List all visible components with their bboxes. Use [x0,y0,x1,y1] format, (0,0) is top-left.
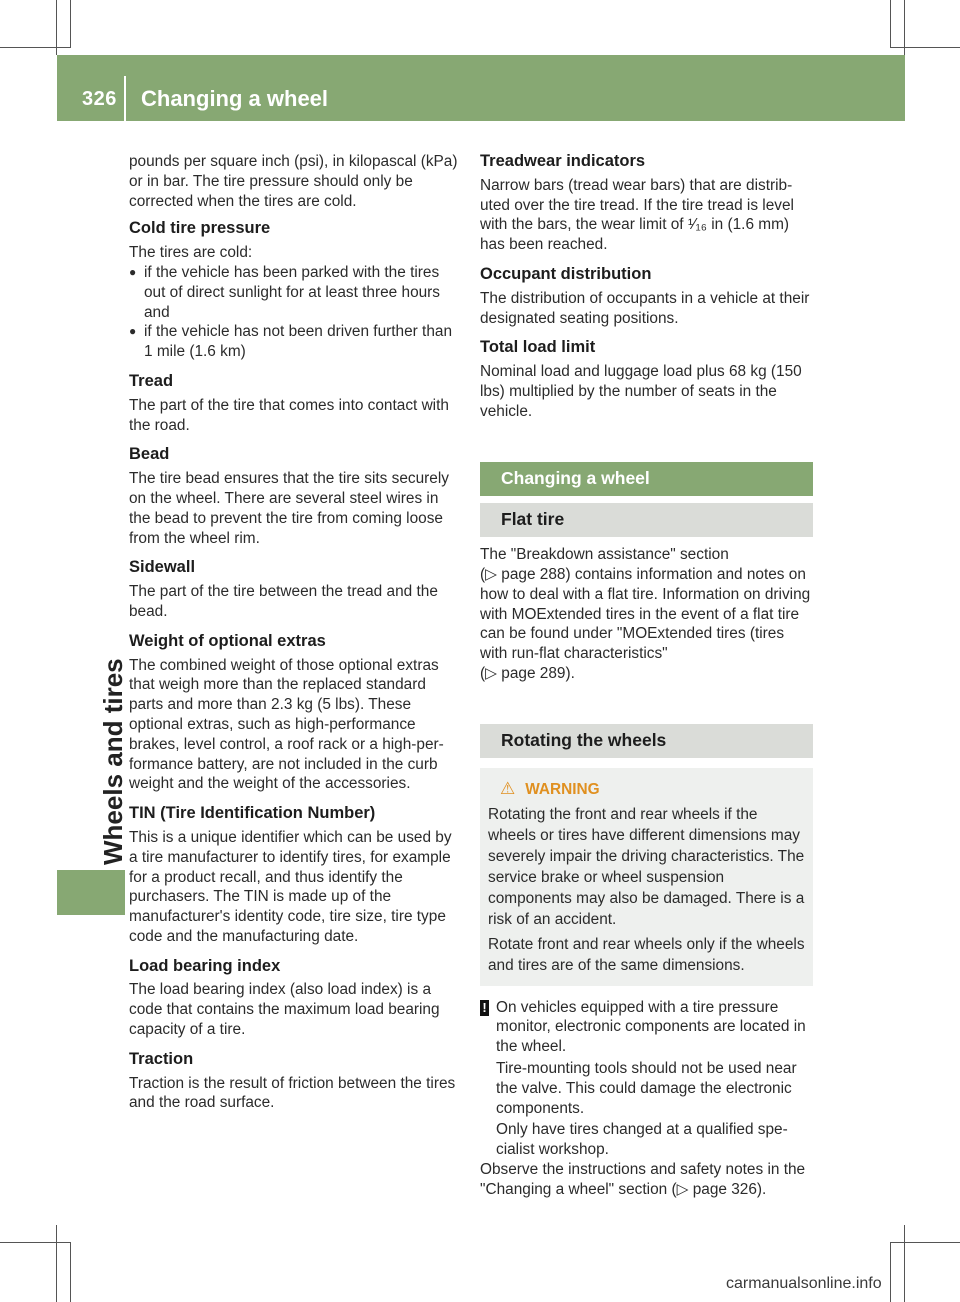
section-heading: TIN (Tire Identification Number) [129,804,376,823]
arrow-icon: ▷ [676,1180,689,1198]
page-reference-link[interactable]: page 288 [501,565,566,583]
crop-mark [890,1242,891,1302]
watermark: carmanualsonline.info [726,1275,882,1292]
section-heading: Traction [129,1049,194,1068]
notice-text: On vehicles equipped with a tire pressure monitor, electronic components are located in the wheel. [496,998,806,1056]
section-text: Traction is the result of friction between the tires and the road surface. [129,1074,456,1112]
subsection-heading: Flat tire [480,503,813,537]
crop-mark [890,1242,960,1243]
crop-mark [56,0,57,55]
arrow-icon: ▷ [485,664,497,682]
page-number: 326 [82,88,117,110]
crop-mark [70,1242,71,1302]
crop-mark [890,0,891,48]
crop-mark [0,47,70,48]
section-heading: Cold tire pressure [129,219,271,238]
closing-text: Observe the instructions and safety notes in the "Changing a wheel" section ( [480,1160,806,1198]
section-heading: Load bearing index [129,956,281,975]
section-heading: Weight of optional extras [129,631,326,650]
bullet-icon: ● [129,324,137,339]
chapter-section-heading: Changing a wheel [480,462,813,497]
crop-mark [904,0,905,55]
page-reference-link[interactable]: page 289 [501,664,566,682]
section-text: The tire bead ensures that the tire sits securely on the wheel. There are several steel wires in the bead to prevent the tire from coming loose from the wheel rim. [129,470,449,547]
exclamation-icon: ! [480,1000,489,1016]
section-heading: Tread [129,371,174,390]
crop-mark [56,1225,57,1302]
notice-text: Tire-mounting tools should not be used near the valve. This could damage the electronic components. [496,1059,797,1117]
section-text: This is a unique identifier which can be used by a tire manufacturer to identify tires, for example for a product recall, and thus identify the purchasers. The TIN is made up of the manufacturer's identity code, tire size, tire type code and the manufacturing date. [129,828,452,945]
bullet-text: if the vehicle has been parked with the tires out of direct sunlight for at least three hours and [144,263,441,321]
header-divider [124,76,126,121]
section-heading: Sidewall [129,558,196,577]
warning-box [480,768,813,986]
section-text: The part of the tire between the tread and the bead. [129,583,438,620]
warning-text: Rotating the front and rear wheels if the wheels or tires have different dimensions may severely impair the driving characteristics. The service brake or wheel suspension components may also be damaged. There is a risk of an accident. [488,805,805,928]
section-text: The combined weight of those optional extras that weigh more than the replaced standard parts and more than 2.3 kg (5 lbs). These optional extras, such as high-performance brakes, level control, a roof rack or a high-performance battery, are not included in the curb weight and the weight of the accessories. [129,656,444,793]
section-text: Nominal load and luggage load plus 68 kg (150 lbs) multiplied by the number of seats in the vehicle. [480,363,802,420]
bullet-item [129,263,459,322]
notice-block [480,998,813,1160]
section-heading: Treadwear indicators [480,152,646,170]
warning-label: WARNING [525,780,600,798]
subsection-heading: Rotating the wheels [480,724,813,758]
warning-text: Rotate front and rear wheels only if the wheels and tires are of the same dimensions. [488,935,805,974]
section-text: The load bearing index (also load index) is a code that contains the maximum load bearing capacity of a tire. [129,981,440,1039]
section-text: The distribution of occupants in a vehicle at their designated seating positions. [480,289,810,327]
flat-tire-text: The "Breakdown assistance" section [480,546,729,564]
section-text: Narrow bars (tread wear bars) that are distributed over the tire tread. If the tire tread is level with the bars, the wear limit of ¹⁄₁₆ in (1.6 mm) has been reached. [480,176,794,254]
crop-mark [904,1225,905,1302]
flat-tire-text: ) contains information and notes on how to deal with a flat tire. Information on driving with MOExtended tires in the event of a flat tire can be found under "MOExtended tires (tires with run-flat characteristics" [480,565,811,663]
right-column [480,152,813,1200]
flat-tire-paragraph: The "Breakdown assistance" section (▷ page 288) contains information and notes on how to deal with a flat tire. Information on driving with MOExtended tires in the event of a flat tire can be found under "MOExtended tires (tires with run-flat characteristics" (▷ page 289). [480,546,811,682]
crop-mark [70,0,71,48]
intro-paragraph: pounds per square inch (psi), in kilopascal (kPa) or in bar. The tire pressure should only be corrected when the tires are cold. [129,153,458,210]
closing-paragraph [480,1160,813,1200]
closing-text: ). [756,1180,767,1198]
bullet-item [129,322,459,362]
page-title: Changing a wheel [141,86,329,111]
bullet-icon: ● [129,264,137,279]
warning-triangle-icon: ⚠ [500,778,516,798]
flat-tire-text: ). [565,664,575,682]
chapter-tab-marker [57,870,125,915]
section-text: The tires are cold: [129,244,253,262]
section-text: The part of the tire that comes into contact with the road. [129,396,449,434]
warning-title [500,778,805,800]
arrow-icon: ▷ [485,565,497,583]
crop-mark [0,1242,70,1243]
section-heading: Occupant distribution [480,264,652,283]
notice-text: Only have tires changed at a qualified specialist workshop. [496,1121,788,1159]
page-reference-link[interactable]: page 326 [692,1180,757,1198]
section-heading: Bead [129,445,170,464]
crop-mark [890,47,960,48]
left-column [129,152,459,1113]
section-heading: Total load limit [480,338,596,357]
chapter-tab-label: Wheels and tires [98,658,128,865]
bullet-text: if the vehicle has not been driven further than 1 mile (1.6 km) [144,323,453,361]
